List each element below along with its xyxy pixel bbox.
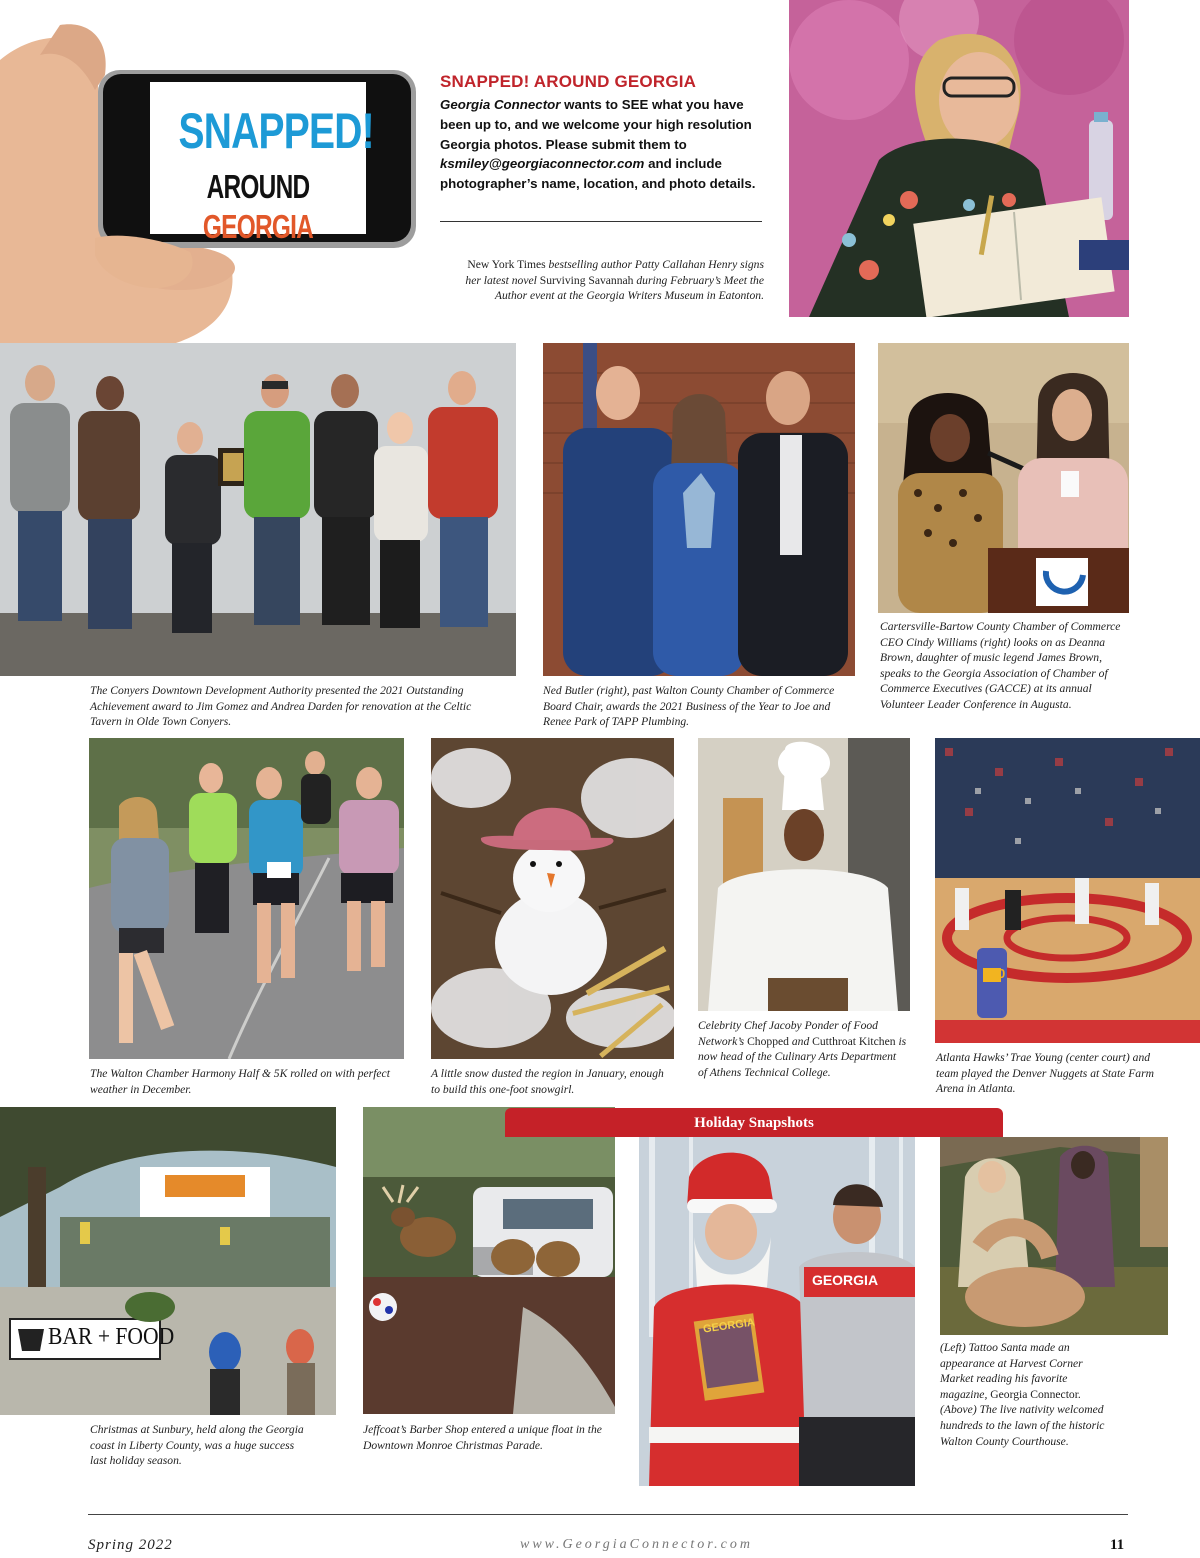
photo-live-nativity bbox=[940, 1137, 1168, 1335]
caption-chef: Celebrity Chef Jacoby Ponder of Food Network’s Chopped and Cutthroat Kitchen is now head of the Culinary Arts Department of Athens Technical College. bbox=[698, 1019, 907, 1079]
caption-snow: A little snow dusted the region in January, enough to build this one-foot snowgirl. bbox=[431, 1067, 664, 1096]
section-title: SNAPPED! AROUND GEORGIA bbox=[440, 72, 697, 91]
caption-race: The Walton Chamber Harmony Half & 5K rolled on with perfect weather in December. bbox=[90, 1067, 390, 1096]
website-url[interactable]: www.GeorgiaConnector.com bbox=[520, 1537, 753, 1552]
photo-author-signing bbox=[789, 0, 1129, 317]
caption-santa-nativity: (Left) Tattoo Santa made an appearance at Harvest Corner Market reading his favorite magazine, Georgia Connector. (Above) The live nativity welcomed hundreds to the lawn of the historic Walton County Courthouse. bbox=[940, 1341, 1105, 1448]
jersey-number: 50 bbox=[990, 966, 1006, 981]
photo-snowgirl bbox=[431, 738, 674, 1059]
header-divider bbox=[440, 221, 762, 222]
photo-cartersville bbox=[878, 343, 1129, 613]
footer-divider bbox=[88, 1514, 1128, 1515]
photo-race bbox=[89, 738, 404, 1059]
logo-around: AROUND bbox=[206, 168, 310, 205]
issue-season: Spring 2022 bbox=[88, 1537, 173, 1553]
logo-around-georgia bbox=[178, 167, 338, 247]
caption-conyers: The Conyers Downtown Development Authority presented the 2021 Outstanding Achievement award to Jim Gomez and Andrea Darden for renovation at the Celtic Tavern in Olde Town Conyers. bbox=[90, 684, 472, 729]
photo-sunbury bbox=[0, 1107, 336, 1415]
caption-hawks: Atlanta Hawks’ Trae Young (center court) and team played the Denver Nuggets at State Farm Arena in Atlanta. bbox=[936, 1051, 1154, 1096]
caption-walton-business: Ned Butler (right), past Walton County Chamber of Commerce Board Chair, awards the 2021 Business of the Year to Joe and Renee Park of TAPP Plumbing. bbox=[543, 684, 835, 729]
logo-snapped-text: SNAPPED! bbox=[178, 103, 374, 159]
photo-tattoo-santa bbox=[639, 1137, 915, 1486]
publication-name: Georgia Connector bbox=[440, 97, 561, 112]
caption-jeffcoat: Jeffcoat’s Barber Shop entered a unique float in the Downtown Monroe Christmas Parade. bbox=[363, 1423, 602, 1452]
submission-instructions: Georgia Connector wants to SEE what you have been up to, and we welcome your high resolution Georgia photos. Please submit them to ksmiley@georgiaconnector.com and include photographer’s name, location, and photo details. bbox=[440, 97, 756, 192]
bar-food-sign: BAR + FOOD bbox=[48, 1324, 175, 1350]
photo-conyers-group bbox=[0, 343, 516, 676]
page-number: 11 bbox=[1110, 1537, 1125, 1553]
santa-magazine-title: GEORGIA bbox=[702, 1316, 756, 1336]
photo-jeffcoat-float bbox=[363, 1107, 615, 1414]
sweatshirt-text: GEORGIA bbox=[811, 1272, 879, 1288]
caption-author: New York Times bestselling author Patty Callahan Henry signs her latest novel Surviving Savannah during February’s Meet the Author event at the Georgia Writers Museum in Eatonton. bbox=[465, 258, 764, 303]
photo-hawks-game bbox=[935, 738, 1200, 1043]
photo-chef bbox=[698, 738, 910, 1011]
submission-email[interactable]: ksmiley@georgiaconnector.com bbox=[440, 156, 645, 172]
photo-walton-business bbox=[543, 343, 855, 676]
holiday-snapshots-banner: Holiday Snapshots bbox=[505, 1108, 1003, 1137]
caption-sunbury: Christmas at Sunbury, held along the Georgia coast in Liberty County, was a huge success last holiday season. bbox=[90, 1423, 304, 1468]
logo-georgia: GEORGIA bbox=[202, 208, 314, 245]
caption-cartersville: Cartersville-Bartow County Chamber of Commerce CEO Cindy Williams (right) looks on as Deanna Brown, daughter of music legend James Brown, speaks to the Georgia Association of Chamber of Commerce Executives (GACCE) at its annual Volunteer Leader Conference in Augusta. bbox=[880, 620, 1121, 711]
